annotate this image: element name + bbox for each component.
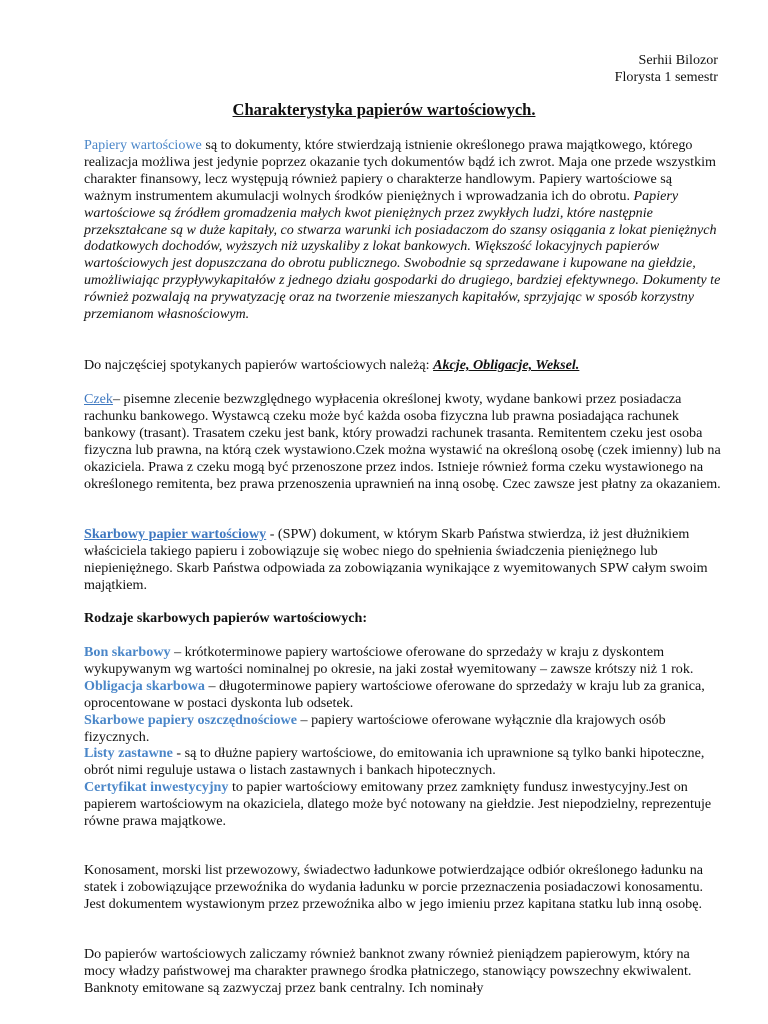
list-item	[84, 745, 722, 779]
list-item	[84, 644, 722, 678]
term-skarbowe-papiery: Skarbowe papiery oszczędnościowe	[84, 711, 297, 728]
paragraph-czek	[84, 391, 722, 492]
author-course: Florysta 1 semestr	[614, 69, 718, 85]
list-item	[84, 779, 722, 830]
author-block	[615, 52, 718, 86]
paragraph-konosament: Konosament, morski list przewozowy, świadectwo ładunkowe potwierdzające odbiór określonego ładunku na statek i zobowiązujące przewoźnika do wydania ładunku w porcie przeznaczenia posiadaczowi konosamentu. Jest dokumentem wystawionym przez przewoźnika albo w jego imieniu przez kapitana statku lub inną osobę.	[84, 862, 704, 912]
term-certyfikat: Certyfikat inwestycyjny	[84, 779, 229, 796]
intro-italic-text: Papiery wartościowe są źródłem gromadzenia małych kwot pieniężnych przez zwykłych ludzi, które następnie przekształcane są w duże kapitały, co stwarza warunki ich posiadaczom do szansy osiągania z lokat pieniężnych dodatkowych dochodów, wyższych niż uzyskaliby z lokat bankowych. Większość lokacyjnych papierów wartościowych jest dopuszczana do obrotu publicznego. Swobodnie są sprzedawane i kupowane na giełdzie, umożliwiając przypływykapitałów z jednego działu gospodarki do drugiego, bardziej efektywnego. Dokumenty te również pozwalają na prywatyzację oraz na tworzenie mieszanych kapitałów, sprzyjając w sposób korzystny przemianom własnościowym.	[84, 187, 721, 323]
listy-text: - są to dłużne papiery wartościowe, do emitowania ich uprawnione są tylko banki hipoteczne, obrót nimi reguluje ustawa o listach zastawnych i bankach hipotecznych.	[84, 745, 705, 779]
paragraph-intro	[84, 137, 722, 323]
paragraph-spw	[84, 526, 722, 594]
paragraph-types-list	[84, 357, 722, 374]
types-text: Do najczęściej spotykanych papierów wartościowych należą:	[84, 357, 434, 373]
bon-text: – krótkoterminowe papiery wartościowe oferowane do sprzedaży w kraju z dyskontem wykupywanym wg wartości nominalnej po okresie, na jaki został wyemitowany – zawsze krótszy niż 1 rok.	[84, 644, 694, 677]
link-czek[interactable]: Czek	[84, 391, 113, 407]
certyfikat-text: to papier wartościowy emitowany przez zamknięty fundusz inwestycyjny.Jest on papierem wartościowym na okaziciela, dlatego może być notowany na giełdzie. Jest niepodzielny, reprezentuje równe prawa majątkowe.	[84, 779, 712, 830]
czek-text: – pisemne zlecenie bezwzględnego wypłacenia określonej kwoty, wydane bankowi przez posiadacza rachunku bankowego. Wystawcą czeku może być każda osoba fizyczna lub prawna posiadająca rachunek bankowy (trasant). Trasatem czeku jest bank, który prowadzi rachunek trasanta. Remitentem czeku jest osoba fizyczna lub prawna, na którą czek wystawiono.Czek można wystawić na określoną osobę (czek imienny) lub na okaziciela. Prawa z czeku mogą być przenoszone przez indos. Istnieje również forma czeku wystawionego na określonego remitenta, bez prawa przenoszenia uprawnień na inną osobę. Czec zawsze jest płatny za okazaniem.	[84, 391, 721, 492]
term-obligacja: Obligacja skarbowa	[84, 677, 205, 694]
term-bon-skarbowy: Bon skarbowy	[84, 644, 171, 660]
types-emphasis: Akcje, Obligacje, Weksel.	[433, 357, 580, 373]
list-item	[84, 712, 722, 746]
term-listy-zastawne: Listy zastawne	[84, 745, 173, 762]
document-title: Charakterystyka papierów wartościowych.	[232, 100, 536, 119]
oszczednosciowe-text: – papiery wartościowe oferowane wyłącznie dla krajowych osób fizycznych.	[84, 711, 666, 745]
term-papiery-wartosciowe: Papiery wartościowe	[84, 137, 202, 153]
types-list	[84, 644, 722, 830]
spw-text: - (SPW) dokument, w którym Skarb Państwa stwierdza, iż jest dłużnikiem właściciela takiego papieru i zobowiązuje się wobec niego do spełnienia świadczenia pieniężnego lub niepieniężnego. Skarb Państwa odpowiada za zobowiązania wynikające z wyemitowanych SPW całym swoim majątkiem.	[84, 526, 708, 593]
author-name: Serhii Bilozor	[638, 52, 718, 68]
obligacja-text: – długoterminowe papiery wartościowe oferowane do sprzedaży w kraju lub za granica, oprocentowane w postaci dyskonta lub odsetek.	[84, 677, 705, 711]
paragraph-banknot: Do papierów wartościowych zaliczamy również banknot zwany również pieniądzem papierowym, który na mocy władzy państwowej ma charakter prawnego środka płatniczego, stanowiący powszechny ekwiwalent. Banknoty emitowane są zazwyczaj przez bank centralny. Ich nominały	[84, 946, 692, 996]
heading-rodzaje: Rodzaje skarbowych papierów wartościowych:	[84, 610, 368, 626]
intro-text: są to dokumenty, które stwierdzają istnienie określonego prawa majątkowego, którego realizacja możliwa jest jedynie poprzez okazanie tych dokumentów bądź ich zwrot. Maja one przede wszystkim charakter finansowy, lecz występują również papiery o charakterze handlowym. Papiery wartościowe są ważnym instrumentem akumulacji wolnych środków pieniężnych i wprowadzania ich do obrotu.	[84, 137, 717, 204]
link-skarbowy-papier[interactable]: Skarbowy papier wartościowy	[84, 526, 267, 542]
list-item	[84, 678, 722, 712]
